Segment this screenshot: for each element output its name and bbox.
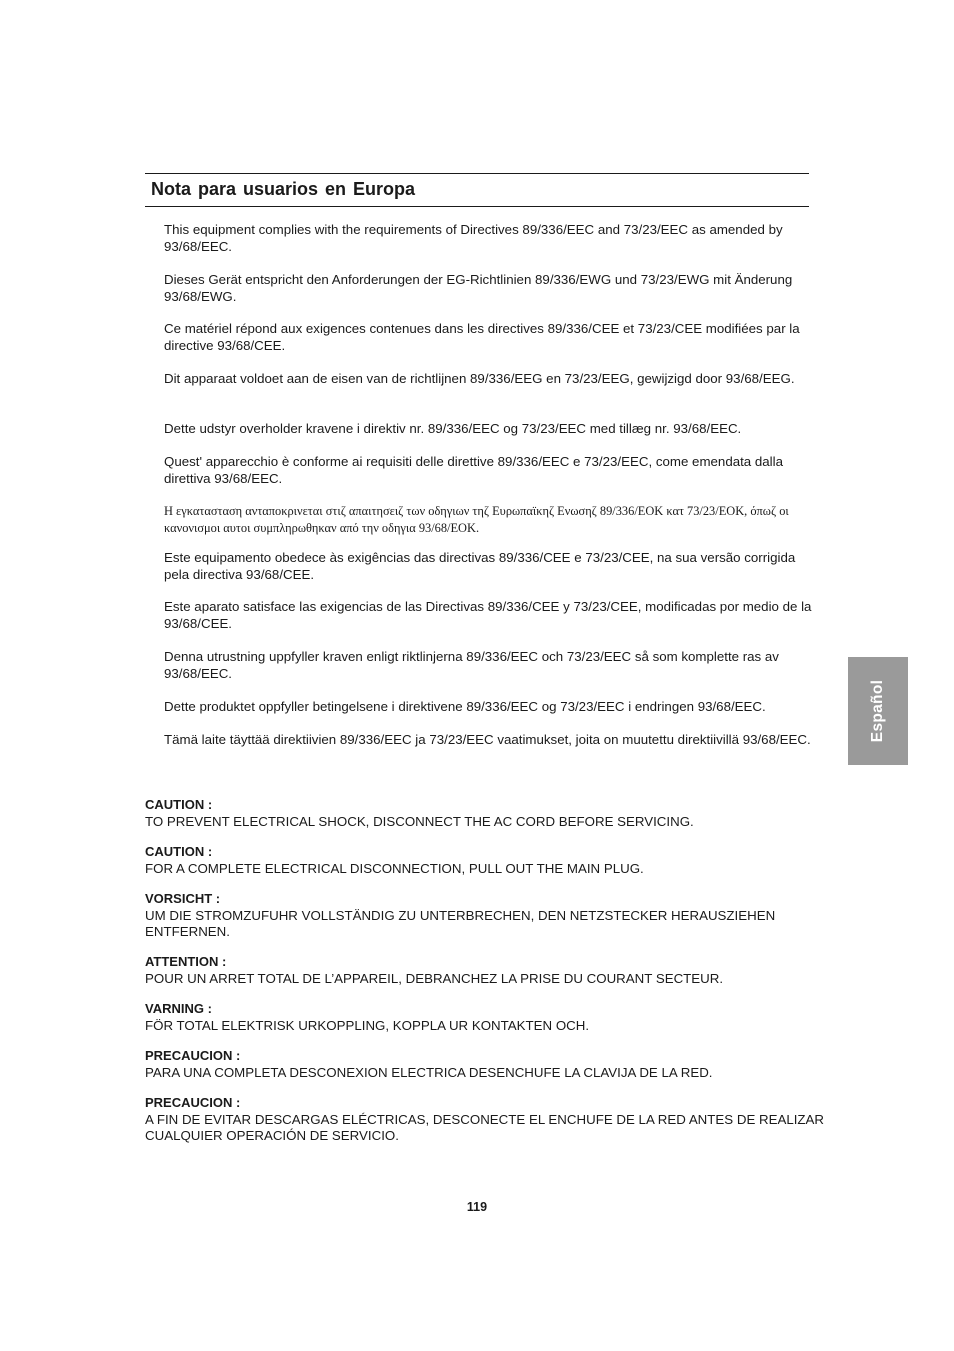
language-side-tab-label: Español: [869, 679, 886, 743]
page-title: Nota para usuarios en Europa: [151, 179, 416, 199]
caution-text: FOR A COMPLETE ELECTRICAL DISCONNECTION, PULL OUT THE MAIN PLUG.: [145, 860, 644, 876]
caution-heading: CAUTION :: [145, 844, 213, 859]
caution-text: FÖR TOTAL ELEKTRISK URKOPPLING, KOPPLA UR KONTAKTEN OCH.: [145, 1017, 590, 1033]
caution-text: TO PREVENT ELECTRICAL SHOCK, DISCONNECT THE AC CORD BEFORE SERVICING.: [145, 813, 694, 829]
section-title-bar: [145, 173, 809, 207]
caution-block: [145, 1001, 825, 1034]
caution-text: A FIN DE EVITAR DESCARGAS ELÉCTRICAS, DESCONECTE EL ENCHUFE DE LA RED ANTES DE REALIZAR CUALQUIER OPERACIÓN DE SERVICIO.: [145, 1111, 825, 1144]
caution-block: [145, 797, 825, 830]
note-danish: Dette udstyr overholder kravene i direktiv nr. 89/336/EEC og 73/23/EEC med tillæg nr. 93/68/EEC.: [164, 421, 742, 436]
note-german: Dieses Gerät entspricht den Anforderungen der EG-Richtlinien 89/336/EWG und 73/23/EWG mit Änderung 93/68/EWG.: [164, 272, 793, 304]
note-italian: Quest' apparecchio è conforme ai requisiti delle direttive 89/336/EEC e 73/23/EEC, come emendata dalla direttiva 93/68/EEC.: [164, 454, 783, 486]
note-swedish: Denna utrustning uppfyller kraven enligt riktlinjerna 89/336/EEC och 73/23/EEC så som komplette ras av 93/68/EEC.: [164, 649, 779, 681]
caution-heading: PRECAUCION :: [145, 1095, 241, 1110]
caution-block: [145, 891, 825, 941]
caution-heading: PRECAUCION :: [145, 1048, 241, 1063]
page-number: 119: [466, 1200, 488, 1214]
note-norwegian: Dette produktet oppfyller betingelsene i direktivene 89/336/EEC og 73/23/EEC i endringen 93/68/EEC.: [164, 699, 766, 714]
note-greek: Η εγκατασταση ανταποκρινεται στιζ απαιτησειζ των οδηγιων τηζ Ευρωπαϊκηζ Ενωσηζ 89/336/ΕΟΚ κατ 73/23/ΕΟΚ, όπωζ οι κανονισμοι αυτοι συμπληρωθηκαν από την οδηγια 93/68/ΕΟΚ.: [164, 504, 789, 535]
note-french: Ce matériel répond aux exigences contenues dans les directives 89/336/CEE et 73/23/CEE modifiées par la directive 93/68/CEE.: [164, 321, 800, 353]
note-finnish: Tämä laite täyttää direktiivien 89/336/EEC ja 73/23/EEC vaatimukset, joita on muutettu direktiivillä 93/68/EEC.: [164, 732, 811, 747]
note-english: This equipment complies with the requirements of Directives 89/336/EEC and 73/23/EEC as amended by 93/68/EEC.: [164, 222, 783, 254]
language-side-tab: [848, 657, 908, 765]
caution-text: POUR UN ARRET TOTAL DE L’APPAREIL, DEBRANCHEZ LA PRISE DU COURANT SECTEUR.: [145, 970, 724, 986]
caution-block: [145, 1095, 825, 1145]
caution-block: [145, 954, 825, 987]
caution-heading: VARNING :: [145, 1001, 212, 1016]
note-dutch: Dit apparaat voldoet aan de eisen van de richtlijnen 89/336/EEG en 73/23/EEG, gewijzigd door 93/68/EEG.: [164, 371, 795, 386]
caution-block: [145, 1048, 825, 1081]
caution-heading: ATTENTION :: [145, 954, 227, 969]
caution-block: [145, 844, 825, 877]
note-portuguese: Este equipamento obedece às exigências das directivas 89/336/CEE e 73/23/CEE, na sua versão corrigida pela directiva 93/68/CEE.: [164, 550, 796, 582]
caution-heading: VORSICHT :: [145, 891, 221, 906]
note-spanish: Este aparato satisface las exigencias de las Directivas 89/336/CEE y 73/23/CEE, modificadas por medio de la 93/68/CEE.: [164, 599, 812, 631]
caution-heading: CAUTION :: [145, 797, 213, 812]
caution-text: PARA UNA COMPLETA DESCONEXION ELECTRICA DESENCHUFE LA CLAVIJA DE LA RED.: [145, 1064, 713, 1080]
caution-text: UM DIE STROMZUFUHR VOLLSTÄNDIG ZU UNTERBRECHEN, DEN NETZSTECKER HERAUSZIEHEN ENTFERNEN.: [145, 907, 776, 940]
